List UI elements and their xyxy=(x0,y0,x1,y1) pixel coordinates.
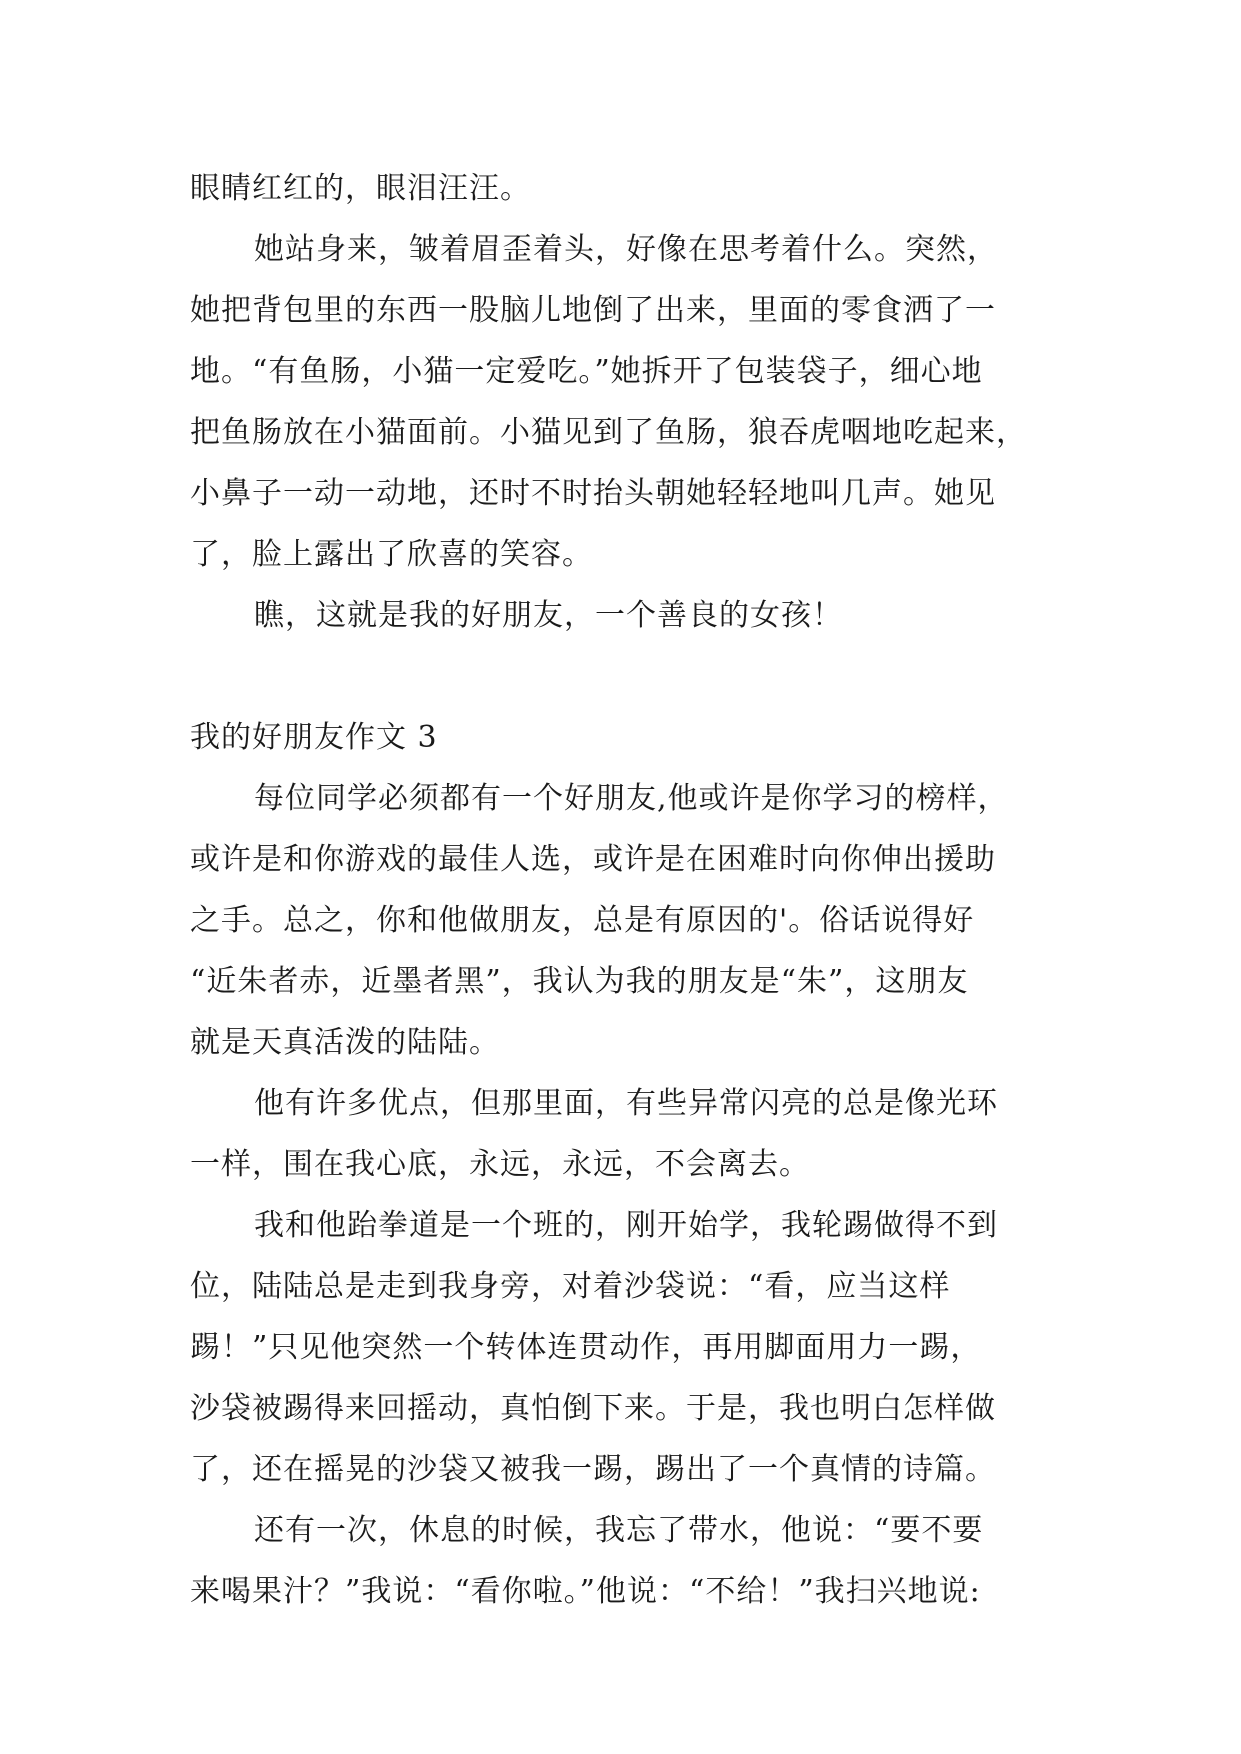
paragraph-start: 她站身来，皱着眉歪着头，好像在思考着什么。突然， xyxy=(254,232,998,267)
text-line: 或许是和你游戏的最佳人选，或许是在困难时向你伸出援助 xyxy=(190,842,996,877)
text-line: 位，陆陆总是走到我身旁，对着沙袋说：“看，应当这样 xyxy=(190,1269,951,1304)
paragraph-start: 瞧，这就是我的好朋友，一个善良的女孩！ xyxy=(254,598,843,633)
blank-line xyxy=(190,646,1070,707)
paragraph-start: 我和他跆拳道是一个班的，刚开始学，我轮踢做得不到 xyxy=(254,1208,998,1243)
text-line: 一样，围在我心底，永远，永远，不会离去。 xyxy=(190,1147,810,1182)
text-line: 沙袋被踢得来回摇动，真怕倒下来。于是，我也明白怎样做 xyxy=(190,1391,996,1426)
text-line: 小鼻子一动一动地，还时不时抬头朝她轻轻地叫几声。她见 xyxy=(190,476,996,511)
text-line: 地。“有鱼肠，小猫一定爱吃。”她拆开了包装袋子，细心地 xyxy=(190,354,983,389)
paragraph-start: 他有许多优点，但那里面，有些异常闪亮的总是像光环 xyxy=(254,1086,998,1121)
document-body xyxy=(190,158,1070,1622)
text-line: 把鱼肠放在小猫面前。小猫见到了鱼肠，狼吞虎咽地吃起来， xyxy=(190,415,1027,450)
section-title: 我的好朋友作文 3 xyxy=(190,720,438,755)
paragraph-start: 还有一次，休息的时候，我忘了带水，他说：“要不要 xyxy=(254,1513,984,1548)
text-line: 眼睛红红的，眼泪汪汪。 xyxy=(190,171,531,206)
text-line: 之手。总之，你和他做朋友，总是有原因的'。俗话说得好 xyxy=(190,903,975,938)
text-line: 就是天真活泼的陆陆。 xyxy=(190,1025,500,1060)
text-line: “近朱者赤，近墨者黑”，我认为我的朋友是“朱”，这朋友 xyxy=(190,964,969,999)
text-line: 踢！”只见他突然一个转体连贯动作，再用脚面用力一踢， xyxy=(190,1330,982,1365)
text-line: 来喝果汁？”我说：“看你啦。”他说：“不给！”我扫兴地说: xyxy=(190,1574,981,1609)
text-line: 了，脸上露出了欣喜的笑容。 xyxy=(190,537,593,572)
text-line: 了，还在摇晃的沙袋又被我一踢，踢出了一个真情的诗篇。 xyxy=(190,1452,996,1487)
paragraph-start: 每位同学必须都有一个好朋友,他或许是你学习的榜样， xyxy=(254,781,1009,816)
text-line: 她把背包里的东西一股脑儿地倒了出来，里面的零食洒了一 xyxy=(190,293,996,328)
